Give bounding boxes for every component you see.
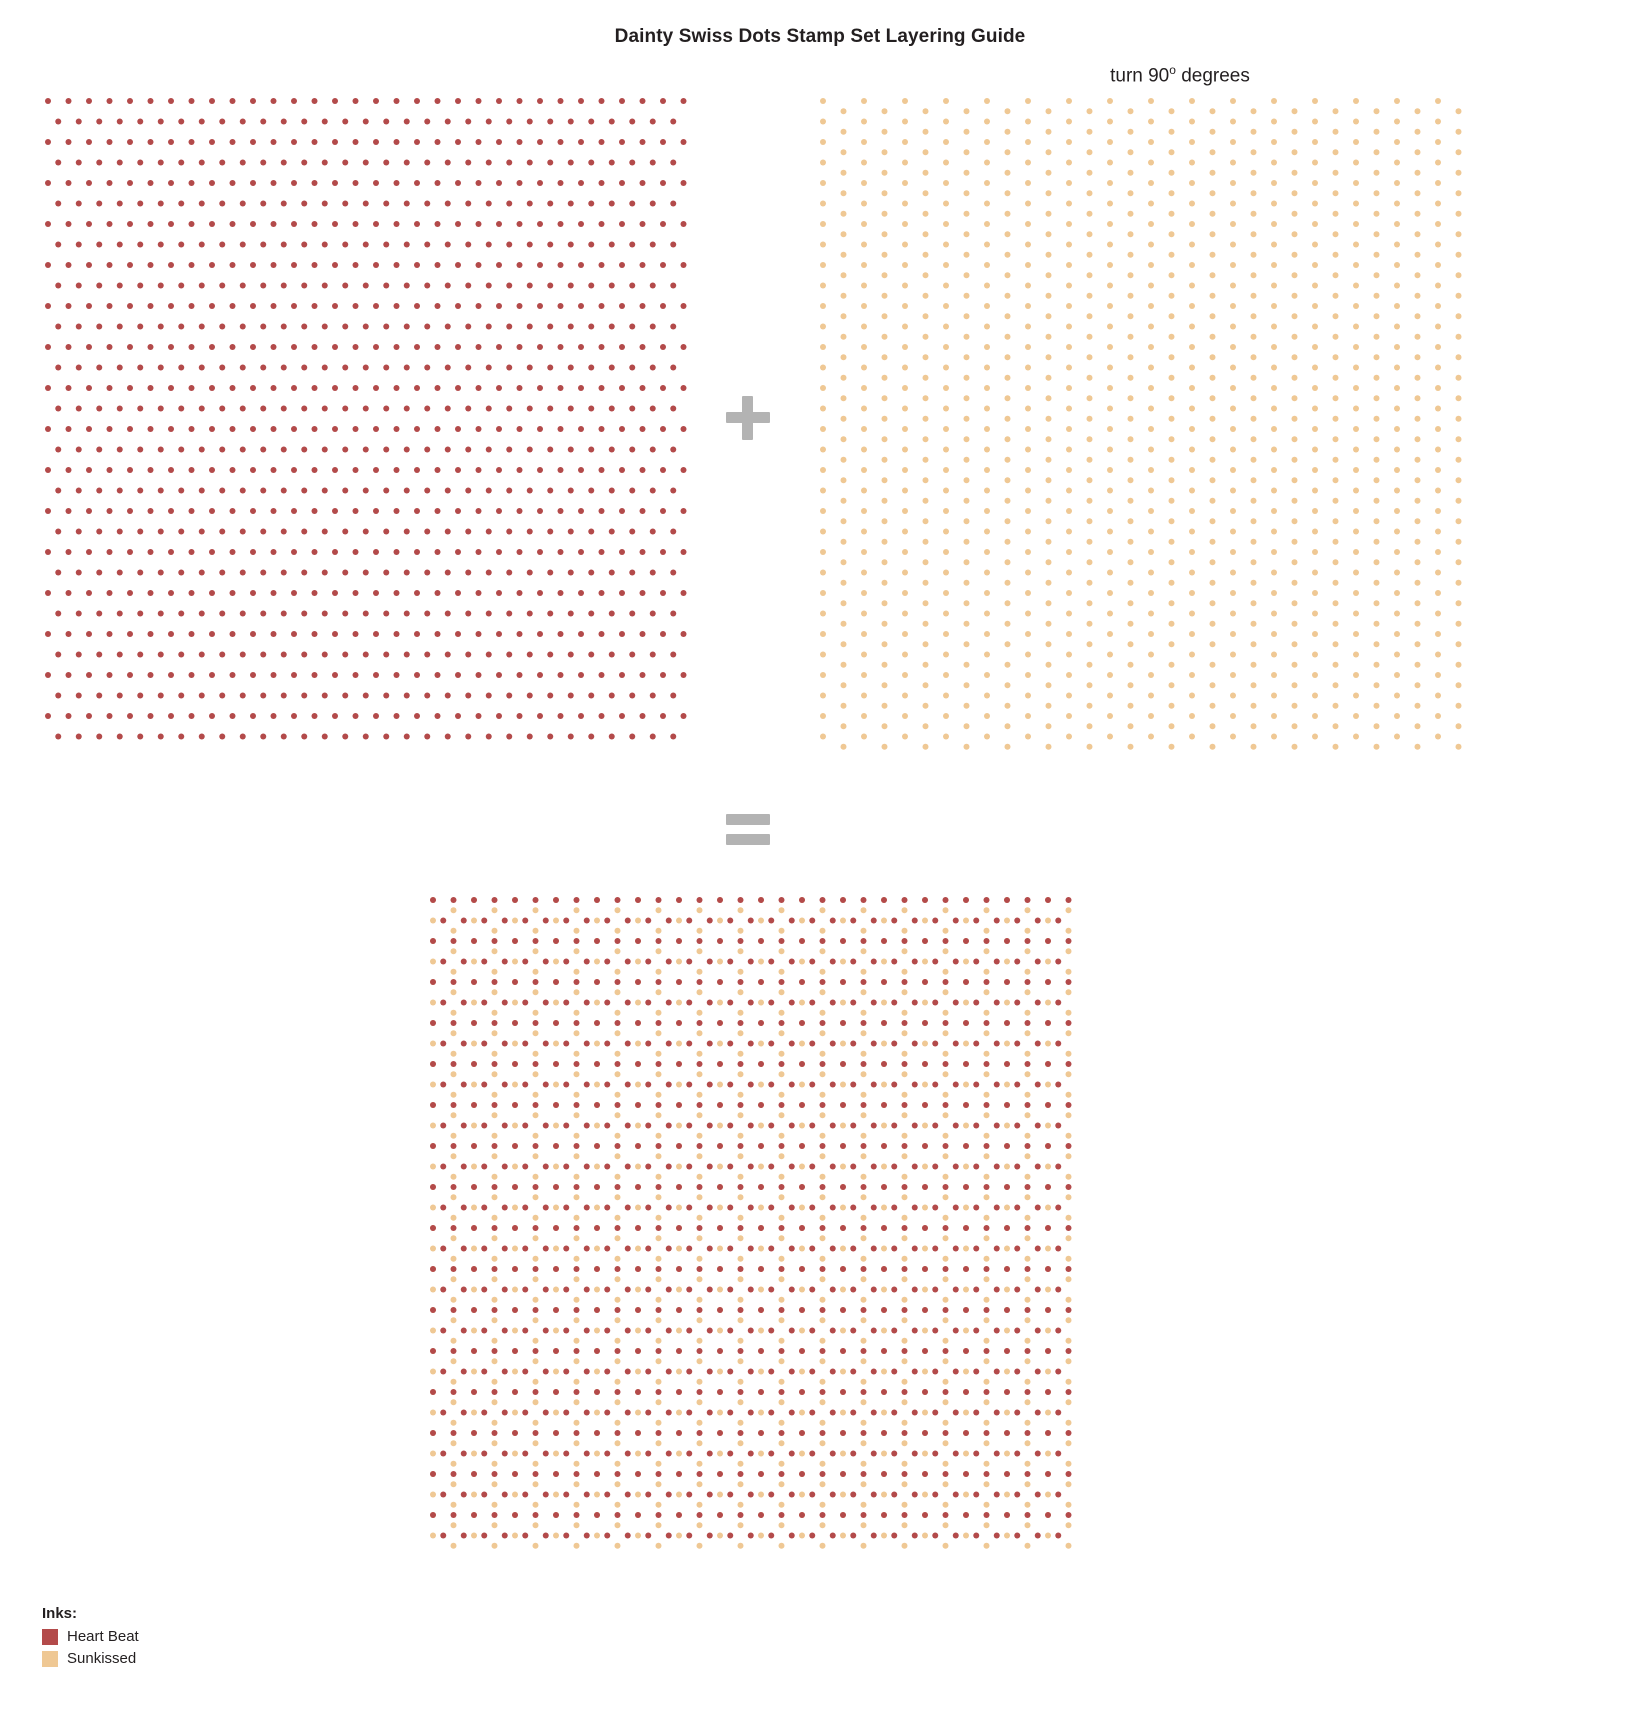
legend-swatch-sunkissed [42, 1651, 58, 1667]
plus-operator-icon [714, 378, 794, 458]
layered-result-dots [425, 892, 1078, 1552]
legend-title: Inks: [42, 1605, 78, 1622]
stamp-layer-two-panel [815, 93, 1468, 753]
stamp-layer-one-panel [40, 93, 693, 753]
equals-icon-bottom-bar [726, 834, 770, 845]
legend-label-sunkissed: Sunkissed [67, 1650, 137, 1667]
plus-icon-vertical-bar [742, 396, 753, 440]
equals-operator-icon [714, 790, 794, 860]
turn-note-text-before: turn 90 [1110, 65, 1170, 87]
stamp-layer-two-dots [815, 93, 1468, 753]
legend [42, 1605, 302, 1673]
layered-result-panel [425, 892, 1078, 1552]
turn-note-text-after: degrees [1175, 65, 1250, 87]
turn-90-degrees-note [820, 63, 1540, 87]
legend-swatch-heart-beat [42, 1629, 58, 1645]
page-title: Dainty Swiss Dots Stamp Set Layering Guide [614, 26, 1026, 47]
stamp-layer-one-dots [40, 93, 693, 753]
equals-icon-top-bar [726, 814, 770, 825]
turn-note-degree-mark: o [1169, 63, 1176, 77]
legend-label-heart-beat: Heart Beat [67, 1628, 139, 1645]
legend-item-heart-beat [42, 1629, 302, 1645]
legend-item-sunkissed [42, 1651, 302, 1667]
